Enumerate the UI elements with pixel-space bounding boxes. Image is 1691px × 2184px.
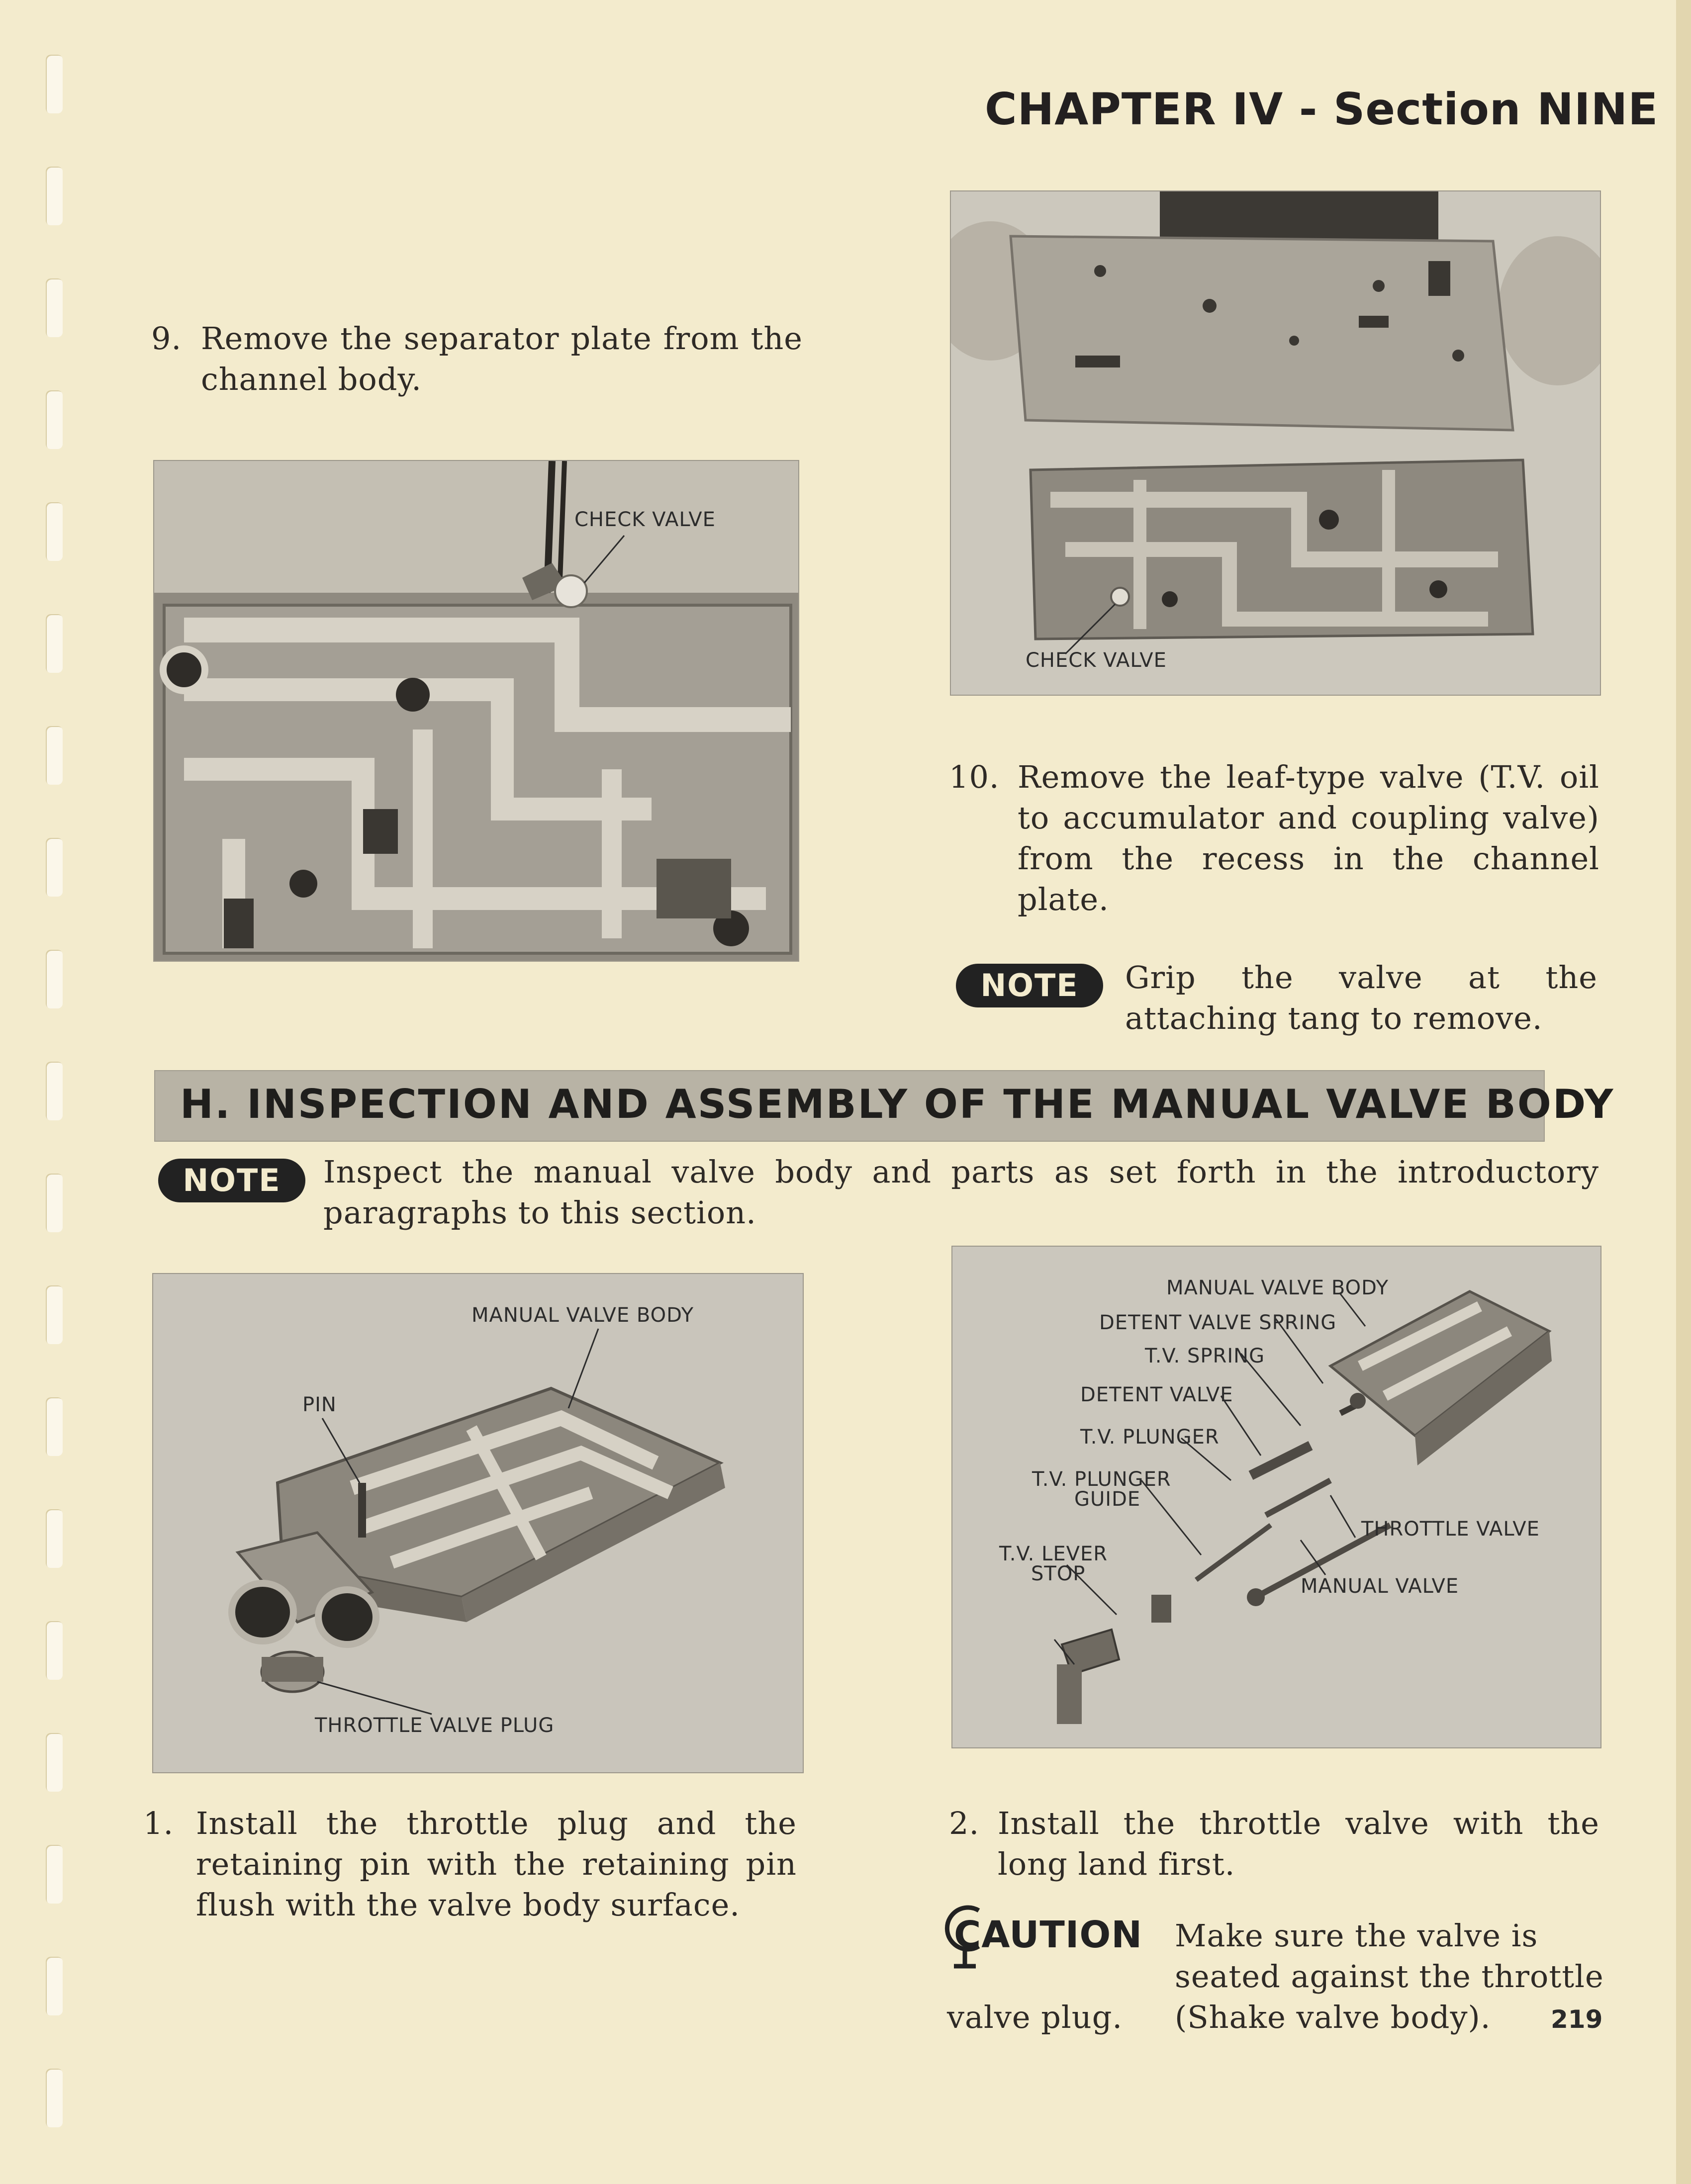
page-number: 219 bbox=[1551, 2005, 1603, 2034]
binding-hole bbox=[46, 1397, 63, 1456]
binding-hole bbox=[46, 1621, 63, 1680]
binding-hole bbox=[46, 502, 63, 561]
step-9 bbox=[151, 318, 808, 403]
label-tv-plunger-guide: T.V. PLUNGER bbox=[1032, 1468, 1171, 1491]
step-number: 1. bbox=[143, 1805, 174, 1841]
chapter-title: CHAPTER IV - Section NINE bbox=[985, 84, 1659, 135]
binding-hole bbox=[46, 950, 63, 1008]
binding-hole bbox=[46, 1062, 63, 1120]
caution-label: CAUTION bbox=[954, 1913, 1143, 1956]
binding-hole bbox=[46, 838, 63, 897]
step-1 bbox=[143, 1803, 800, 1927]
label-tv-lever-stop: STOP bbox=[1031, 1562, 1086, 1585]
binding-hole bbox=[46, 614, 63, 673]
binding-hole bbox=[46, 55, 63, 113]
step-2 bbox=[949, 1803, 1599, 1888]
label-tv-lever-stop: T.V. LEVER bbox=[999, 1543, 1108, 1565]
label-tv-plunger-guide: GUIDE bbox=[1074, 1488, 1141, 1511]
note-grip-text: Grip the valve at the attaching tang to remove. bbox=[1125, 959, 1597, 1036]
label-tv-plunger: T.V. PLUNGER bbox=[1080, 1426, 1220, 1449]
note-badge: NOTE bbox=[956, 964, 1103, 1007]
step-text: Install the throttle valve with the long land first. bbox=[998, 1805, 1599, 1882]
step-text: Remove the separator plate from the channel body. bbox=[201, 320, 803, 397]
channel-body-illustration bbox=[154, 461, 798, 961]
binding-hole bbox=[46, 2069, 63, 2127]
binding-hole bbox=[46, 726, 63, 785]
photo-manual-valve-body bbox=[152, 1273, 804, 1773]
binding-hole bbox=[46, 278, 63, 337]
label-detent-valve-spring: DETENT VALVE SPRING bbox=[1099, 1311, 1337, 1334]
caution-text-line4: (Shake valve body). bbox=[1175, 1999, 1491, 2035]
step-number: 2. bbox=[949, 1805, 980, 1841]
label-tv-spring: T.V. SPRING bbox=[1145, 1345, 1265, 1367]
label-pin: PIN bbox=[302, 1393, 337, 1416]
step-number: 9. bbox=[151, 320, 182, 357]
label-detent-valve: DETENT VALVE bbox=[1080, 1383, 1233, 1406]
label-manual-valve: MANUAL VALVE bbox=[1301, 1575, 1459, 1598]
step-10 bbox=[949, 757, 1599, 921]
binding-hole bbox=[46, 1733, 63, 1792]
section-heading-bar bbox=[154, 1070, 1615, 1142]
photo-exploded-view bbox=[951, 1246, 1601, 1748]
label-manual-valve-body: MANUAL VALVE BODY bbox=[471, 1304, 694, 1327]
label-manual-valve-body: MANUAL VALVE BODY bbox=[1166, 1276, 1389, 1299]
step-number: 10. bbox=[949, 759, 1000, 795]
separator-plate-illustration bbox=[951, 191, 1600, 695]
label-check-valve: CHECK VALVE bbox=[1026, 649, 1167, 672]
photo-channel-body bbox=[153, 460, 799, 962]
label-check-valve: CHECK VALVE bbox=[574, 508, 716, 531]
caution-text-line2: seated against the throttle bbox=[1175, 1958, 1604, 1995]
step-text: Install the throttle plug and the retaining pin with the retaining pin flush with the valve body surface. bbox=[196, 1805, 797, 1923]
manual-valve-body-illustration bbox=[153, 1274, 803, 1772]
binding-hole bbox=[46, 1174, 63, 1232]
caution-text-line1: Make sure the valve is bbox=[1175, 1917, 1538, 1954]
note-badge: NOTE bbox=[158, 1159, 305, 1202]
page-edge bbox=[1676, 0, 1691, 2184]
binding-hole bbox=[46, 1845, 63, 1904]
photo-separator-plate bbox=[950, 190, 1601, 696]
label-throttle-valve-plug: THROTTLE VALVE PLUG bbox=[315, 1714, 555, 1737]
note-inspect-text: Inspect the manual valve body and parts as set forth in the introductory paragraphs to this section. bbox=[323, 1154, 1599, 1231]
section-heading: H. INSPECTION AND ASSEMBLY OF THE MANUAL VALVE BODY bbox=[180, 1081, 1615, 1127]
step-text: Remove the leaf-type valve (T.V. oil to accumulator and coupling valve) from the recess in the channel plate. bbox=[1018, 759, 1599, 917]
binding-hole bbox=[46, 390, 63, 449]
label-throttle-valve: THROTTLE VALVE bbox=[1361, 1518, 1540, 1541]
caution-text-line3: valve plug. bbox=[947, 1999, 1123, 2035]
binding-hole bbox=[46, 1957, 63, 2015]
binding-hole bbox=[46, 1509, 63, 1568]
binding-hole bbox=[46, 1285, 63, 1344]
binding-hole bbox=[46, 167, 63, 225]
